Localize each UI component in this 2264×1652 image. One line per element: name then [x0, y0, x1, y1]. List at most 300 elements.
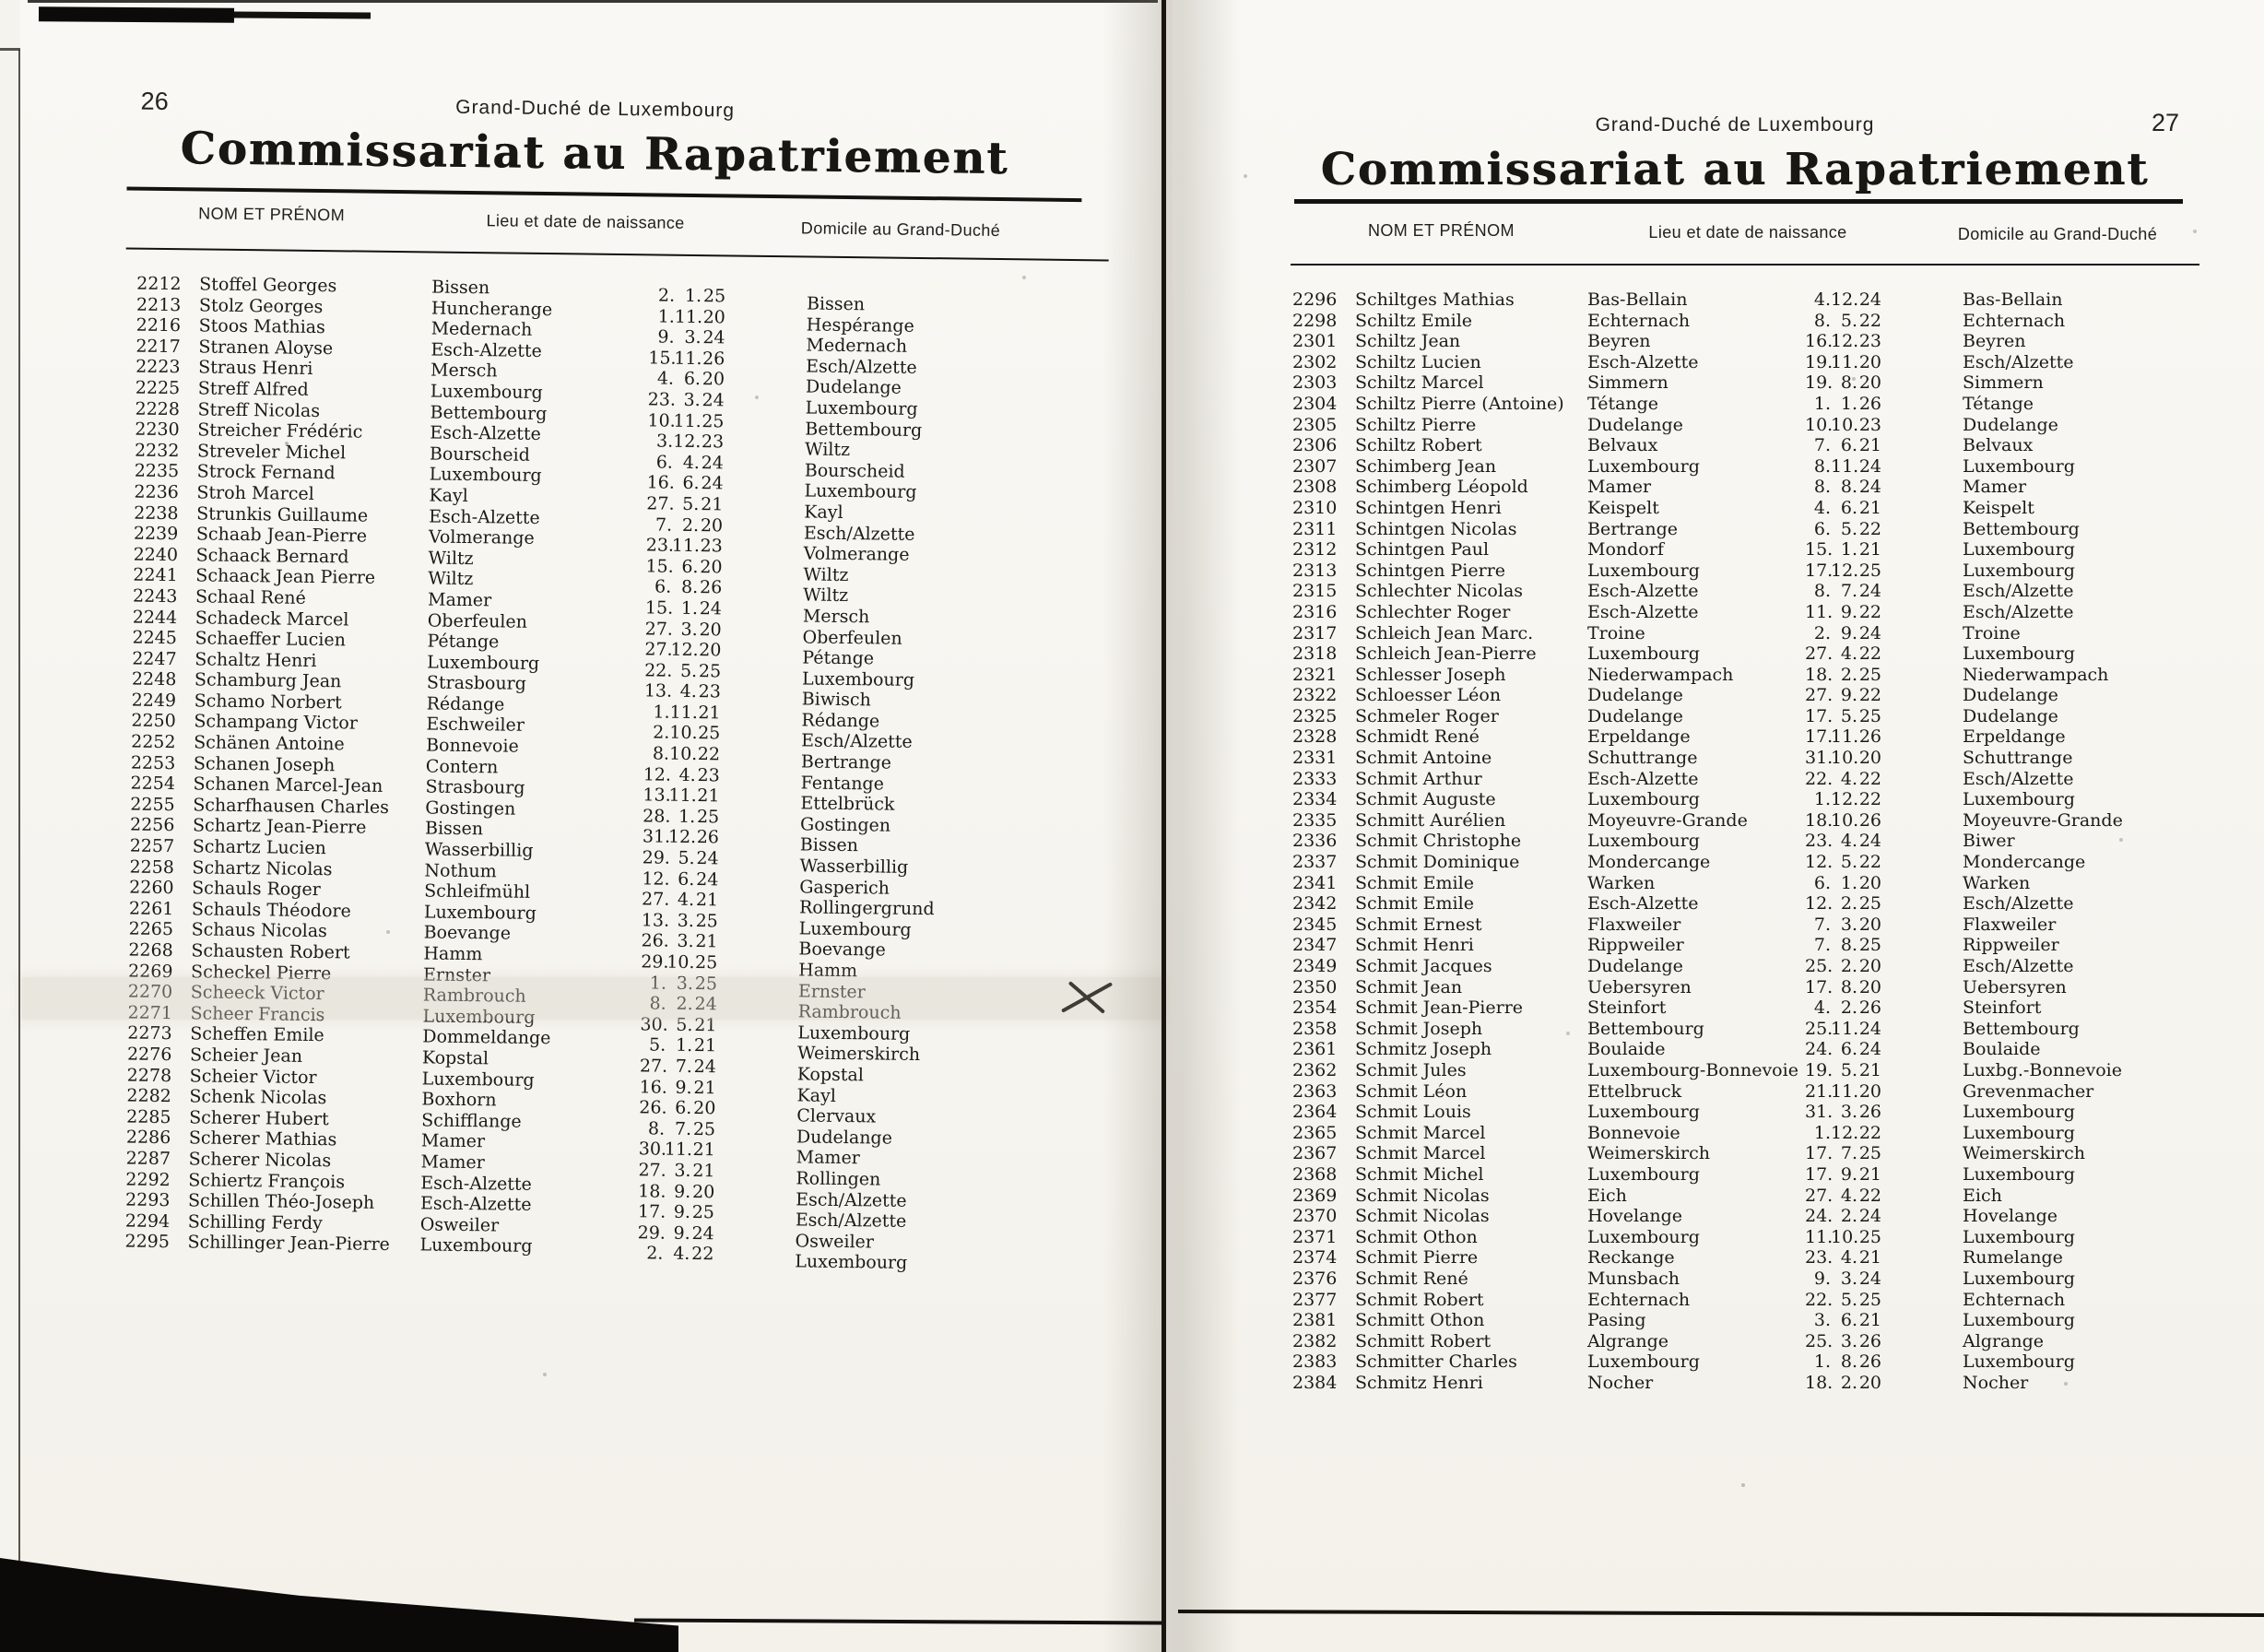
column-gap	[1881, 748, 1963, 769]
entry-name: Schintgen Nicolas	[1355, 518, 1517, 539]
entry-birthdate-month: 12.	[673, 431, 702, 453]
column-gap	[1881, 1123, 1963, 1144]
entry-number: 2247	[132, 648, 177, 669]
entry-domicile: Biwer	[1963, 831, 2015, 852]
table-row	[1173, 726, 2264, 748]
entry-birthplace: Bas-Bellain	[1587, 289, 1688, 310]
entry-birthdate-month: 2.	[1840, 1206, 1857, 1227]
entry-birthdate-month: 12.	[1831, 560, 1859, 581]
entry-name: Schmit Nicolas	[1355, 1185, 1490, 1206]
scan-left-edge-tick	[0, 48, 20, 51]
entry-birthdate-month: 10.	[1831, 1226, 1859, 1247]
document-title: Commissariat au Rapatriement	[1320, 144, 2150, 195]
entry-domicile: Wiltz	[803, 584, 849, 607]
entry-birthdate-month: 11.	[664, 1139, 693, 1161]
entry-number: 2365	[1292, 1122, 1338, 1143]
entry-name: Schmitz Henri	[1355, 1372, 1483, 1393]
entry-name: Schmit Othon	[1355, 1226, 1478, 1247]
entry-birthdate-day: 27.	[644, 618, 674, 640]
kicker-text: Grand-Duché de Luxembourg	[1595, 114, 1875, 136]
entry-number: 2328	[1292, 726, 1338, 748]
entry-birthdate-day: 18.	[1805, 664, 1834, 685]
entry-name: Schlechter Nicolas	[1355, 581, 1524, 602]
entry-birthdate-day: 6.	[654, 576, 672, 598]
entry-domicile: Troine	[1963, 622, 2021, 643]
entry-birthdate-day: 27.	[1805, 643, 1834, 665]
table-row	[1173, 1331, 2264, 1352]
entry-number: 2301	[1292, 331, 1338, 352]
entry-domicile: Beyren	[1963, 331, 2026, 352]
entry-birthdate-day: 11.	[1805, 1226, 1834, 1247]
entry-birthdate-month: 9.	[1840, 622, 1857, 643]
entry-birthdate-month: 11.	[1831, 455, 1859, 477]
entry-birthdate-month: 2.	[1840, 997, 1857, 1019]
entry-birthdate-day: 16.	[639, 1076, 667, 1098]
entry-birthdate-day: 7.	[654, 514, 673, 536]
entry-birthdate-month: 1.	[1840, 872, 1857, 893]
table-row	[1173, 935, 2264, 956]
entry-birthdate-month: 3.	[1840, 1268, 1857, 1289]
column-header-name: NOM ET PRÉNOM	[198, 204, 346, 225]
entry-domicile: Wiltz	[804, 439, 851, 461]
column-gap	[1881, 1331, 1963, 1352]
entry-birthplace: Esch-Alzette	[430, 339, 543, 361]
entry-birthdate-day: 23.	[645, 535, 675, 556]
entry-name: Schmit René	[1355, 1268, 1468, 1289]
entry-birthdate-day: 18.	[638, 1180, 666, 1202]
entry-name: Schmit Jean-Pierre	[1355, 997, 1524, 1019]
page-27-content	[1173, 0, 2264, 1652]
entry-birthdate-day: 12.	[643, 763, 672, 785]
entry-number: 2304	[1292, 393, 1338, 414]
column-gap	[1881, 706, 1963, 727]
table-row	[1173, 372, 2264, 394]
entry-birthdate-month: 1.	[678, 806, 696, 827]
entry-name: Schänen Antoine	[194, 732, 345, 755]
entry-birthplace: Troine	[1587, 622, 1645, 643]
entry-name: Schmit Nicolas	[1355, 1206, 1490, 1227]
entry-birthdate-day: 16.	[1805, 331, 1834, 352]
column-gap	[720, 718, 801, 740]
entry-birthplace: Warken	[1587, 872, 1656, 893]
entry-number: 2376	[1292, 1268, 1338, 1289]
entries-table-right	[1173, 289, 2264, 1393]
entry-birthdate-day: 4.	[1813, 289, 1831, 310]
entry-birthdate-day: 24.	[1805, 1206, 1834, 1227]
entry-name: Schmit Emile	[1355, 893, 1474, 914]
entry-birthdate-day: 2.	[653, 722, 670, 744]
entry-name: Schmit Dominique	[1355, 852, 1520, 873]
entry-domicile: Hovelange	[1963, 1206, 2058, 1227]
entry-birthdate-year: 21	[693, 1035, 717, 1056]
entry-birthplace: Mamer	[1587, 477, 1652, 498]
entry-birthdate-year: 26	[1858, 1351, 1881, 1373]
entry-birthdate-year: 26	[1858, 1330, 1881, 1351]
column-gap	[1881, 1268, 1963, 1290]
entry-number: 2354	[1292, 997, 1338, 1019]
entry-domicile: Wiltz	[803, 564, 849, 585]
entry-name: Stroh Marcel	[196, 482, 314, 504]
entry-birthdate-day: 1.	[657, 306, 675, 327]
entry-name: Schmit Jules	[1355, 1059, 1467, 1080]
entry-birthplace: Boulaide	[1587, 1039, 1666, 1060]
entry-birthplace: Dudelange	[1587, 956, 1683, 976]
column-gap	[1881, 1081, 1963, 1103]
entry-birthplace: Steinfort	[1587, 997, 1667, 1019]
entry-birthplace: Nothum	[424, 860, 497, 882]
entry-domicile: Kopstal	[796, 1064, 865, 1086]
entry-number: 2240	[133, 544, 179, 565]
entry-birthdate-year: 26	[1858, 809, 1881, 831]
entry-birthplace: Bonnevoie	[1587, 1122, 1680, 1143]
table-row	[1173, 1206, 2264, 1227]
entry-birthdate-month: 5.	[676, 1014, 693, 1035]
entry-birthplace: Strasbourg	[426, 672, 527, 695]
entry-domicile: Bettembourg	[805, 419, 923, 441]
entry-birthdate-day: 22.	[644, 660, 673, 681]
entry-birthplace: Luxembourg	[1587, 1351, 1700, 1373]
entry-birthplace: Luxembourg	[427, 652, 540, 674]
entry-birthdate-day: 13.	[643, 785, 671, 806]
entry-birthdate-year: 21	[695, 890, 719, 911]
entry-number: 2249	[131, 690, 177, 712]
entry-birthplace: Pétange	[427, 631, 500, 653]
column-gap	[725, 301, 807, 324]
entry-number: 2269	[128, 961, 173, 982]
entry-name: Scherer Nicolas	[188, 1149, 332, 1172]
entry-domicile: Rollingergrund	[798, 897, 935, 920]
column-gap	[716, 1031, 797, 1053]
entry-birthdate-day: 13.	[641, 910, 670, 931]
entry-birthdate-year: 24	[691, 1222, 714, 1245]
entry-number: 2236	[134, 481, 179, 503]
entry-name: Schmit Marcel	[1355, 1143, 1486, 1164]
entry-birthplace: Luxembourg	[423, 902, 537, 924]
entry-birthdate-month: 9.	[675, 1077, 692, 1098]
entry-birthdate-day: 1.	[653, 702, 670, 723]
entry-name: Schartz Nicolas	[192, 856, 333, 879]
column-gap	[1881, 372, 1963, 394]
entry-birthdate-month: 2.	[681, 514, 700, 536]
entry-birthplace: Bertrange	[1587, 518, 1678, 539]
column-gap	[718, 905, 799, 927]
column-gap	[1881, 415, 1963, 436]
entry-birthdate-day: 10.	[647, 409, 676, 431]
entry-domicile: Ernster	[797, 981, 866, 1002]
entry-birthdate-month: 12.	[1831, 1122, 1859, 1143]
entry-name: Schmit Antoine	[1355, 748, 1492, 769]
entry-domicile: Esch/Alzette	[795, 1210, 907, 1232]
entry-name: Schiltz Marcel	[1355, 372, 1484, 394]
scan-highlight-band	[22, 977, 1161, 1020]
entry-birthdate-day: 6.	[1813, 872, 1831, 893]
entry-number: 2223	[136, 356, 181, 378]
entry-birthdate-year: 22	[697, 744, 721, 765]
entry-domicile: Echternach	[1963, 310, 2066, 331]
entries-table-left	[5, 272, 1156, 1274]
entry-domicile: Luxembourg	[801, 668, 915, 690]
entry-birthdate-day: 1.	[1813, 789, 1831, 810]
entry-number: 2239	[133, 523, 179, 545]
table-row	[1173, 498, 2264, 519]
entry-birthdate-year: 24	[1858, 622, 1881, 643]
entry-name: Schiltz Lucien	[1355, 351, 1481, 372]
entry-birthplace: Mamer	[420, 1130, 486, 1152]
entry-domicile: Bettembourg	[1963, 1018, 2080, 1039]
entry-domicile: Rédange	[801, 710, 880, 732]
entry-name: Schaal René	[195, 586, 306, 608]
entry-birthdate-year: 24	[1858, 831, 1881, 852]
entry-birthplace: Nocher	[1587, 1372, 1654, 1393]
entry-name: Schauls Roger	[192, 878, 321, 901]
entry-number: 2345	[1292, 914, 1338, 935]
entry-name: Scheier Victor	[189, 1065, 317, 1088]
entry-domicile: Rippweiler	[1963, 935, 2059, 956]
column-gap	[1881, 456, 1963, 478]
entry-number: 2325	[1292, 705, 1338, 726]
entry-domicile: Esch/Alzette	[1963, 601, 2074, 622]
entry-birthdate-year: 21	[692, 1139, 715, 1161]
entry-number: 2273	[127, 1022, 172, 1044]
table-row	[1173, 1268, 2264, 1290]
column-gap	[1881, 1373, 1963, 1394]
entry-birthdate-day: 15.	[648, 348, 677, 369]
entry-birthdate-year: 20	[1858, 1080, 1881, 1102]
entry-domicile: Esch/Alzette	[803, 522, 915, 545]
entry-name: Schmit Arthur	[1355, 768, 1482, 789]
entry-number: 2238	[134, 502, 179, 524]
entry-name: Schaack Jean Pierre	[195, 565, 376, 589]
entry-birthdate-month: 6.	[1840, 497, 1857, 518]
entry-birthdate-day: 9.	[1813, 1268, 1831, 1289]
entry-domicile: Dudelange	[1963, 685, 2058, 706]
entry-domicile: Algrange	[1963, 1330, 2045, 1351]
entry-birthplace: Echternach	[1587, 310, 1691, 331]
entry-number: 2370	[1292, 1206, 1338, 1227]
entry-birthdate-year: 20	[1858, 914, 1881, 935]
entry-birthdate-month: 3.	[684, 327, 702, 348]
entry-birthdate-month: 9.	[673, 1201, 691, 1223]
column-gap	[724, 468, 805, 490]
entry-birthdate-day: 29.	[642, 847, 671, 868]
entry-birthdate-month: 4.	[1840, 643, 1857, 665]
entry-birthdate-month: 11.	[671, 535, 701, 557]
entry-birthdate-day: 2.	[646, 1243, 664, 1264]
entry-number: 2305	[1292, 414, 1338, 435]
entry-number: 2282	[126, 1085, 171, 1107]
entry-number: 2265	[128, 918, 174, 940]
entry-birthplace: Luxembourg	[1587, 1226, 1700, 1247]
entry-number: 2315	[1292, 581, 1338, 602]
column-gap	[721, 677, 802, 699]
entry-domicile: Rambrouch	[797, 1001, 902, 1023]
entry-birthplace: Eich	[1587, 1185, 1627, 1206]
entry-birthdate-year: 23	[1858, 331, 1881, 352]
entry-number: 2270	[127, 981, 173, 1003]
table-row	[1173, 706, 2264, 727]
entry-birthdate-year: 25	[698, 660, 722, 682]
entry-birthdate-month: 5.	[1840, 852, 1857, 873]
entry-birthdate-year: 20	[699, 619, 722, 640]
entry-name: Schaltz Henri	[195, 649, 317, 671]
entry-name: Schmitt Aurélien	[1355, 809, 1506, 831]
entry-name: Schmitz Joseph	[1355, 1039, 1492, 1060]
entry-birthdate-year: 23	[700, 536, 723, 557]
entry-birthdate-year: 24	[696, 848, 719, 869]
entry-birthdate-month: 3.	[677, 931, 694, 952]
entry-domicile: Uebersyren	[1963, 976, 2067, 997]
entry-birthdate-year: 21	[694, 1014, 717, 1036]
column-gap	[1881, 1186, 1963, 1207]
column-gap	[722, 593, 803, 615]
entry-birthplace: Flaxweiler	[1587, 914, 1681, 935]
entry-number: 2318	[1292, 643, 1338, 665]
entry-domicile: Kayl	[796, 1084, 837, 1106]
entry-birthdate-year: 25	[694, 973, 718, 994]
entry-domicile: Luxembourg	[1963, 1102, 2075, 1123]
entry-birthplace: Hamm	[423, 943, 483, 965]
entry-number: 2287	[125, 1148, 171, 1170]
entry-birthplace: Medernach	[430, 318, 533, 341]
entry-number: 2252	[131, 731, 176, 753]
entry-birthdate-day: 19.	[1805, 351, 1834, 372]
entry-birthdate-year: 21	[1858, 1247, 1881, 1268]
entry-number: 2377	[1292, 1289, 1338, 1310]
entry-birthdate-year: 24	[702, 390, 725, 411]
entry-birthdate-day: 17.	[637, 1201, 666, 1222]
entry-domicile: Warken	[1963, 872, 2031, 893]
entry-number: 2383	[1292, 1351, 1338, 1373]
entry-birthdate-month: 12.	[1831, 331, 1859, 352]
column-gap	[721, 697, 802, 719]
entry-birthdate-year: 26	[696, 827, 720, 848]
entry-birthdate-month: 7.	[1840, 581, 1857, 602]
table-row	[1173, 311, 2264, 332]
column-gap	[1881, 726, 1963, 748]
entry-name: Schintgen Henri	[1355, 497, 1502, 518]
entry-birthdate-year: 25	[1858, 560, 1881, 581]
entry-birthdate-year: 22	[1858, 310, 1881, 331]
column-gap	[1881, 1206, 1963, 1227]
entry-domicile: Medernach	[806, 335, 908, 357]
column-gap	[719, 801, 800, 823]
entry-number: 2241	[133, 564, 178, 586]
entry-number: 2341	[1292, 872, 1338, 893]
entry-birthdate-month: 1.	[680, 597, 699, 619]
entry-name: Schmit Jacques	[1355, 956, 1492, 976]
entry-birthplace: Luxembourg	[1587, 455, 1700, 477]
entry-birthplace: Echternach	[1587, 1289, 1691, 1310]
entry-birthdate-month: 3.	[1840, 914, 1857, 935]
entry-birthdate-month: 4.	[677, 890, 695, 911]
table-row	[1173, 1123, 2264, 1144]
entry-birthdate-year: 23	[701, 431, 725, 453]
table-row	[1173, 1039, 2264, 1060]
entry-domicile: Echternach	[1963, 1289, 2066, 1310]
entry-birthdate-year: 20	[702, 306, 725, 327]
entry-birthplace: Esch-Alzette	[1587, 351, 1699, 372]
entry-birthdate-year: 21	[1858, 435, 1881, 456]
entry-birthdate-month: 4.	[678, 764, 696, 785]
entry-birthplace: Luxembourg	[419, 1234, 533, 1257]
entry-name: Schillinger Jean-Pierre	[187, 1232, 390, 1256]
entry-domicile: Esch/Alzette	[806, 356, 917, 378]
table-row	[1173, 977, 2264, 998]
entry-birthplace: Schleifmühl	[424, 880, 531, 903]
entry-birthdate-month: 4.	[679, 681, 698, 702]
column-gap	[715, 1135, 796, 1157]
column-gap	[1881, 311, 1963, 332]
entry-name: Schaeffer Lucien	[195, 628, 347, 651]
entry-domicile: Luxembourg	[1963, 1310, 2075, 1331]
table-row	[1173, 581, 2264, 602]
column-gap	[724, 427, 805, 449]
column-gap	[715, 1114, 796, 1136]
entry-birthdate-year: 25	[692, 1118, 716, 1140]
entry-number: 2255	[130, 794, 175, 815]
binding-gutter-line	[1161, 0, 1166, 1652]
entry-birthdate-year: 24	[702, 327, 725, 348]
entry-name: Schmit Jean	[1355, 976, 1463, 997]
column-gap	[716, 1072, 797, 1094]
table-row	[1173, 456, 2264, 478]
entry-birthdate-month: 12.	[667, 827, 697, 848]
entry-birthdate-month: 6.	[1840, 1310, 1857, 1331]
entry-birthplace: Luxembourg	[422, 1006, 536, 1028]
entry-birthdate-day: 19.	[1805, 372, 1834, 394]
entry-name: Schiltz Pierre	[1355, 414, 1477, 435]
column-gap	[1881, 810, 1963, 832]
entry-number: 2361	[1292, 1039, 1338, 1060]
kicker-text: Grand-Duché de Luxembourg	[455, 96, 736, 122]
entry-birthdate-year: 25	[1858, 664, 1881, 685]
entry-birthdate-day: 3.	[655, 431, 674, 452]
column-gap	[1881, 623, 1963, 644]
entry-name: Schadeck Marcel	[195, 607, 349, 630]
column-gap	[1881, 789, 1963, 810]
entry-domicile: Belvaux	[1963, 435, 2034, 456]
entry-number: 2311	[1292, 518, 1338, 539]
entry-birthdate-day: 18.	[1805, 1372, 1834, 1393]
entry-birthdate-day: 25.	[1805, 1330, 1834, 1351]
column-gap	[1881, 394, 1963, 415]
entry-birthdate-year: 26	[702, 348, 725, 370]
entry-birthdate-month: 5.	[1840, 310, 1857, 331]
column-gap	[714, 1155, 796, 1177]
entry-birthdate-month: 4.	[1840, 1247, 1857, 1268]
entry-birthdate-year: 22	[1858, 685, 1881, 706]
column-gap	[1881, 560, 1963, 582]
entry-birthdate-month: 11.	[674, 348, 702, 369]
entry-birthplace: Munsbach	[1587, 1268, 1680, 1289]
entry-name: Schintgen Paul	[1355, 539, 1490, 560]
entry-domicile: Flaxweiler	[1963, 914, 2057, 935]
table-row	[1173, 1019, 2264, 1040]
entry-domicile: Luxembourg	[1963, 455, 2075, 477]
entry-name: Schloesser Léon	[1355, 685, 1502, 706]
entry-number: 2313	[1292, 560, 1338, 581]
entry-birthplace: Luxembourg	[429, 464, 542, 487]
entry-birthdate-month: 4.	[1840, 1185, 1857, 1206]
entry-birthdate-day: 6.	[655, 452, 674, 473]
table-row	[1173, 1186, 2264, 1207]
entry-birthdate-day: 17.	[1805, 1163, 1834, 1185]
entry-name: Schauls Théodore	[191, 899, 351, 922]
entry-birthdate-month: 3.	[677, 910, 694, 931]
column-gap	[721, 655, 802, 678]
entry-name: Schmit Léon	[1355, 1080, 1468, 1102]
entry-birthdate-year: 25	[696, 806, 720, 828]
